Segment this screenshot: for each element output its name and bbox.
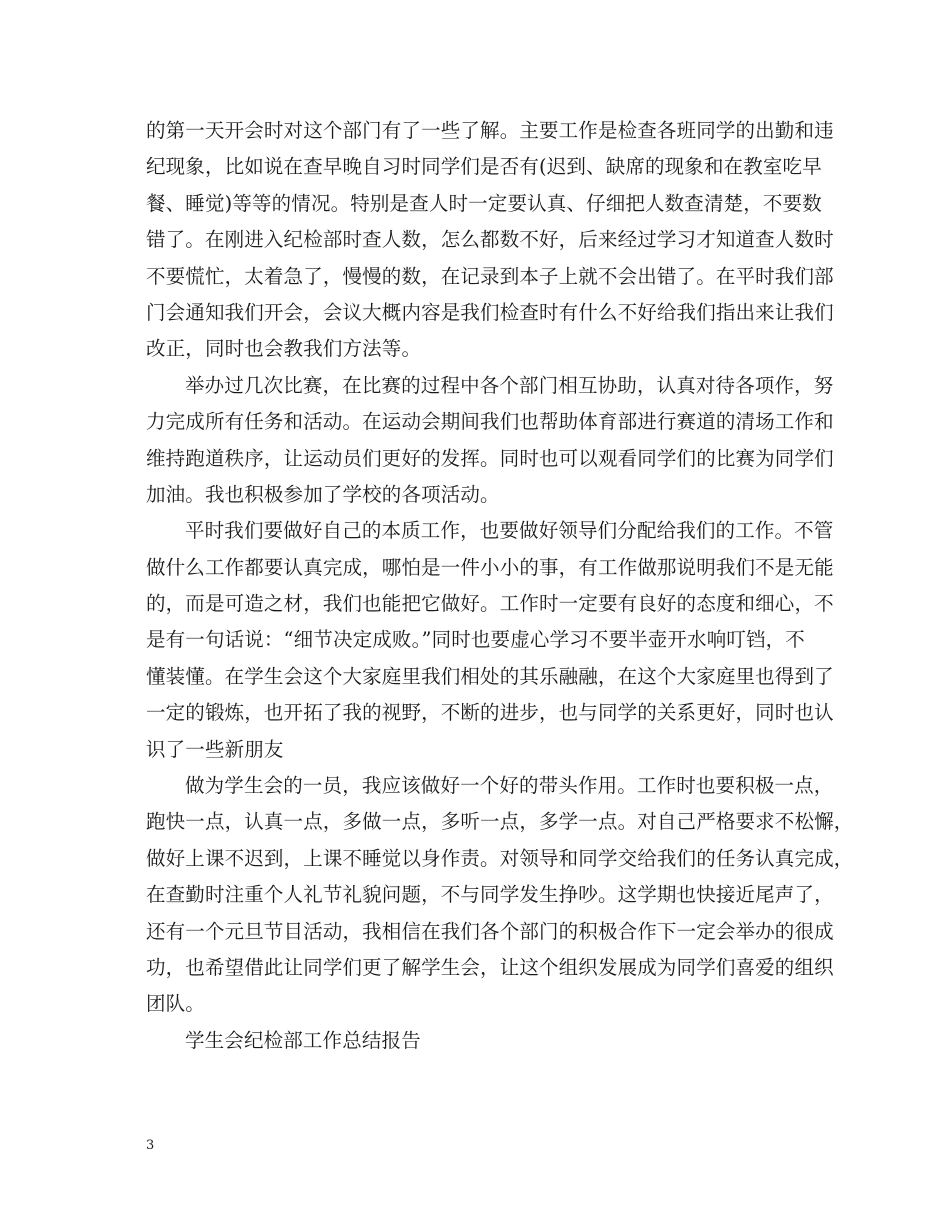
text-line: 的第一天开会时对这个部门有了一些了解。主要工作是检查各班同学的出勤和违 [146,119,834,142]
text-line: 的，而是可造之材，我们也能把它做好。工作时一定要有良好的态度和细心，不 [146,592,834,616]
text-line: 维持跑道秩序，让运动员们更好的发挥。同时也可以观看同学们的比赛为同学们 [146,446,834,470]
text-line: 功，也希望借此让同学们更了解学生会，让这个组织发展成为同学们喜爱的组织 [146,955,834,979]
text-line: 在查勤时注重个人礼节礼貌问题，不与同学发生挣吵。这学期也快接近尾声了， [146,883,834,907]
text-line: 不要慌忙，太着急了，慢慢的数，在记录到本子上就不会出错了。在平时我们部 [146,264,834,288]
text-line: 识了一些新朋友 [146,737,284,761]
text-line: 一定的锻炼，也开拓了我的视野，不断的进步，也与同学的关系更好，同时也认 [146,701,834,725]
page-number: 3 [146,1138,155,1153]
text-line: 餐、睡觉)等等的情况。特别是查人时一定要认真、仔细把人数查清楚，不要数 [146,191,822,215]
text-line: 学生会纪检部工作总结报告 [185,1028,421,1052]
text-line: 做为学生会的一员，我应该做好一个好的带头作用。工作时也要积极一点， [185,774,834,798]
text-line: 纪现象，比如说在查早晚自习时同学们是否有(迟到、缺席的现象和在教室吃早 [146,155,822,179]
text-line: 门会通知我们开会，会议大概内容是我们检查时有什么不好给我们指出来让我们 [146,300,834,324]
text-line: 加油。我也积极参加了学校的各项活动。 [146,482,500,506]
text-line: 错了。在刚进入纪检部时查人数，怎么都数不好，后来经过学习才知道查人数时 [146,228,834,252]
text-line: 做什么工作都要认真完成，哪怕是一件小小的事，有工作做那说明我们不是无能 [146,555,834,579]
text-line: 力完成所有任务和活动。在运动会期间我们也帮助体育部进行赛道的清场工作和 [146,410,834,434]
text-line: 平时我们要做好自己的本质工作，也要做好领导们分配给我们的工作。不管 [185,519,834,543]
text-line: 是有一句话说：“细节决定成败。”同时也要虚心学习不要半壶开水响叮铛，不 [146,628,805,652]
text-line: 还有一个元旦节目活动，我相信在我们各个部门的积极合作下一定会举办的很成 [146,919,834,943]
text-line: 懂装懂。在学生会这个大家庭里我们相处的其乐融融，在这个大家庭里也得到了 [146,664,834,688]
body-text [146,113,854,1059]
text-line: 跑快一点，认真一点，多做一点，多听一点，多学一点。对自己严格要求不松懈， [146,810,854,834]
text-line: 改正，同时也会教我们方法等。 [146,337,422,361]
text-line: 做好上课不迟到，上课不睡觉以身作责。对领导和同学交给我们的任务认真完成， [146,846,854,870]
text-line: 举办过几次比赛，在比赛的过程中各个部门相互协助，认真对待各项作，努 [185,373,834,397]
text-line: 团队。 [146,992,205,1016]
